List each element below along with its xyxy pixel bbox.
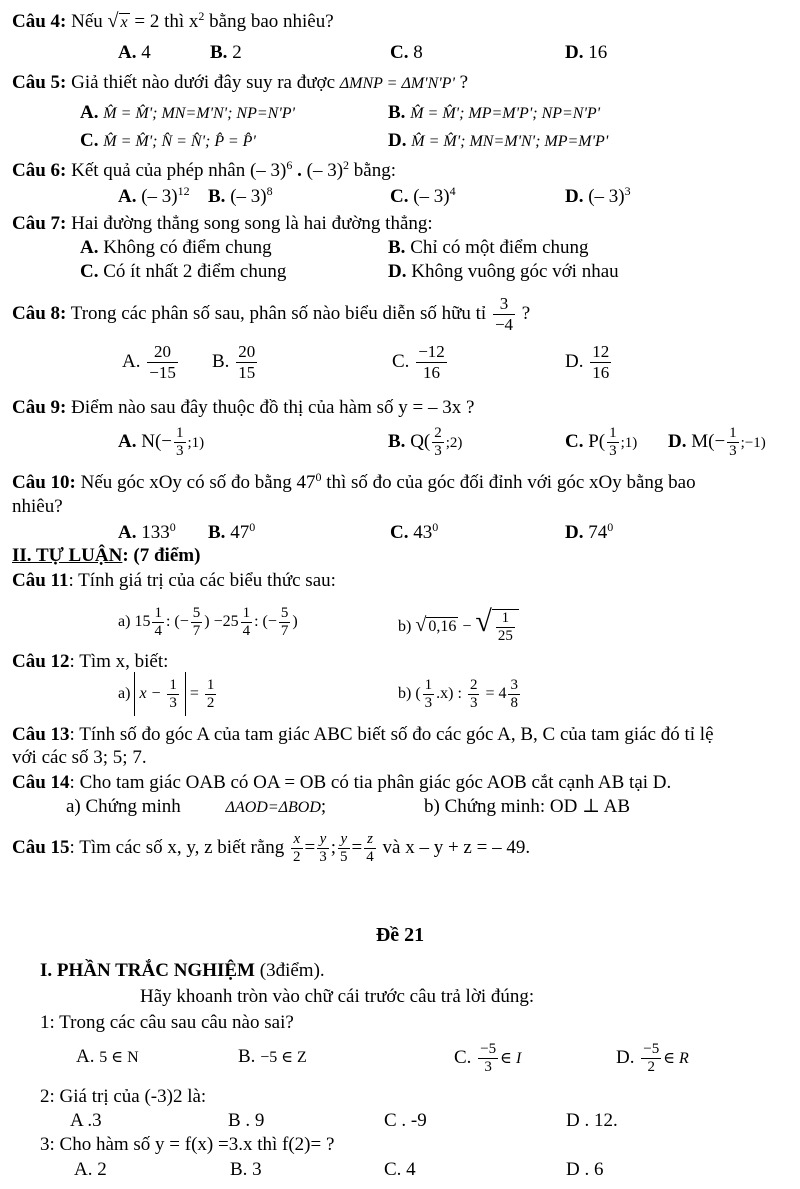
q14-line1 bbox=[12, 772, 671, 794]
opt-value: 2 bbox=[232, 42, 242, 63]
opt-value: −5 ∈ Z bbox=[260, 1049, 307, 1066]
q14-part-b bbox=[424, 796, 630, 818]
q6-opt-b[interactable] bbox=[208, 186, 273, 208]
opt-letter: B. bbox=[388, 431, 406, 452]
frac-den: 7 bbox=[280, 622, 289, 639]
q7-opt-c[interactable] bbox=[80, 261, 286, 283]
q4-sqrt-arg: x bbox=[120, 14, 128, 31]
frac-den: 15 bbox=[238, 363, 256, 383]
opt-post: ;−1) bbox=[740, 435, 766, 451]
opt-value: 74 bbox=[588, 522, 608, 543]
q5-math: ΔMNP = ΔM'N'P' bbox=[339, 75, 455, 92]
frac-num: 1 bbox=[729, 425, 737, 442]
q4-text-c: bằng bao nhiêu? bbox=[209, 11, 334, 32]
q4-text-b: = 2 thì x bbox=[134, 11, 199, 32]
q7-opt-d[interactable] bbox=[388, 261, 619, 283]
opt-fraction bbox=[727, 425, 739, 460]
n1-text: 1: Trong các câu sau câu nào sai? bbox=[40, 1012, 294, 1033]
q11-part-a bbox=[118, 602, 298, 642]
opt-value: M̂ = M̂'; MN=M'N'; NP=N'P' bbox=[103, 105, 295, 122]
opt-fraction bbox=[607, 425, 619, 460]
opt-value: ∈ R bbox=[663, 1050, 689, 1067]
q6-base1: (– 3) bbox=[249, 160, 287, 181]
q14-b-text: b) Chứng minh: OD ⊥ AB bbox=[424, 796, 631, 817]
frac-den: 2 bbox=[206, 694, 215, 711]
q4-opt-d[interactable] bbox=[565, 42, 607, 64]
q13-line1 bbox=[12, 724, 714, 746]
frac-num: 20 bbox=[238, 342, 256, 362]
frac-den: 4 bbox=[366, 849, 374, 866]
frac-den: 3 bbox=[609, 443, 617, 460]
sqrt-symbol: √ bbox=[107, 10, 119, 32]
q7-opt-a[interactable] bbox=[80, 237, 272, 259]
fraction bbox=[317, 831, 329, 866]
opt-pre: M(− bbox=[691, 431, 726, 452]
q4-opt-a[interactable] bbox=[118, 42, 151, 64]
opt-letter: A. bbox=[118, 186, 137, 207]
q5-text: Giả thiết nào dưới đây suy ra được bbox=[71, 72, 336, 93]
frac-num: z bbox=[364, 831, 376, 849]
frac-den: 4 bbox=[242, 622, 251, 639]
n3-text: 3: Cho hàm số y = f(x) =3.x thì f(2)= ? bbox=[40, 1134, 335, 1155]
frac-num: −5 bbox=[643, 1041, 660, 1058]
q10-opt-a[interactable] bbox=[118, 522, 176, 544]
opt-letter: D. bbox=[616, 1047, 635, 1068]
opt-value: 8 bbox=[413, 42, 423, 63]
opt-pre: P( bbox=[588, 431, 606, 452]
q7-text: Hai đường thẳng song song là hai đường thẳng: bbox=[71, 213, 433, 234]
n2-opt-a[interactable] bbox=[70, 1110, 102, 1132]
q7-opt-b[interactable] bbox=[388, 237, 589, 259]
q11-label: Câu 11 bbox=[12, 570, 69, 591]
q14-a-math: ΔAOD=ΔBOD bbox=[225, 799, 321, 816]
q11-part-b bbox=[398, 602, 519, 647]
part2-title: II. TỰ LUẬN bbox=[12, 545, 123, 566]
opt-fraction bbox=[174, 425, 186, 460]
frac-num: 1 bbox=[206, 676, 215, 693]
opt-value: M̂ = M̂'; MN=M'N'; MP=M'P' bbox=[411, 133, 609, 150]
opt-value: 43 bbox=[413, 522, 433, 543]
q15-stem: Câu 15: Tìm các số x, y, z biết rằng $\frac{x}{2}$ = $\frac{y}{3}$ ; $\frac{y}{5}$ = $\frac{z}{4}$ và x – y + z = – 49. bbox=[12, 831, 531, 866]
opt-letter: B. bbox=[388, 102, 406, 123]
part2-points: (7 điểm) bbox=[133, 545, 201, 566]
n1-stem bbox=[40, 1012, 294, 1034]
opt-value: D . 6 bbox=[566, 1159, 604, 1180]
q15-end: và x – y + z = – 49. bbox=[382, 837, 531, 858]
fraction bbox=[191, 605, 203, 640]
opt-letter: A. bbox=[80, 102, 99, 123]
opt-value: Không có điểm chung bbox=[103, 237, 272, 258]
q4-opt-b[interactable] bbox=[210, 42, 242, 64]
q10-opt-d[interactable] bbox=[565, 522, 613, 544]
sqrt-symbol: √ bbox=[415, 614, 427, 636]
opt-letter: C. bbox=[392, 351, 410, 372]
opt-deg: 0 bbox=[249, 520, 256, 534]
opt-letter: B. bbox=[388, 237, 406, 258]
expr: ) bbox=[292, 613, 298, 630]
opt-letter: A. bbox=[76, 1046, 95, 1067]
n2-opt-d[interactable] bbox=[566, 1110, 618, 1132]
frac-num: 1 bbox=[496, 610, 515, 628]
part2-heading: II. TỰ LUẬN: (7 điểm) bbox=[12, 545, 201, 566]
q12-label: Câu 12 bbox=[12, 651, 70, 672]
q5-opt-c[interactable] bbox=[80, 130, 256, 153]
q14-label: Câu 14 bbox=[12, 772, 70, 793]
opt-letter: A. bbox=[118, 42, 137, 63]
q8-opt-c[interactable] bbox=[392, 340, 449, 384]
opt-letter: D. bbox=[565, 351, 584, 372]
frac-num: 1 bbox=[242, 604, 251, 621]
frac-num: 1 bbox=[176, 425, 184, 442]
opt-fraction bbox=[236, 342, 257, 383]
n1-opt-b[interactable] bbox=[238, 1046, 307, 1069]
frac-den: 25 bbox=[497, 627, 513, 644]
exam-title bbox=[0, 924, 800, 946]
fraction bbox=[241, 605, 253, 640]
expr: = 4 bbox=[485, 685, 507, 702]
opt-value: ∈ I bbox=[500, 1050, 522, 1067]
expr: ) −25 bbox=[204, 613, 239, 630]
frac-num: 20 bbox=[147, 342, 178, 363]
q9-opt-c[interactable] bbox=[565, 422, 637, 463]
expr: : (− bbox=[254, 613, 277, 630]
frac-num: −12 bbox=[418, 342, 445, 362]
fraction bbox=[468, 677, 480, 712]
opt-value: D . 12. bbox=[566, 1110, 618, 1131]
frac-num: −5 bbox=[480, 1041, 497, 1058]
instruction-text: Hãy khoanh tròn vào chữ cái trước câu trả lời đúng: bbox=[140, 986, 535, 1007]
frac-den: 3 bbox=[434, 443, 442, 460]
part-label: a) bbox=[118, 685, 131, 702]
opt-post: ;1) bbox=[187, 435, 205, 451]
frac-num: 2 bbox=[469, 676, 478, 693]
expr: ( bbox=[415, 685, 421, 702]
q10-stem-2 bbox=[12, 496, 63, 518]
frac-num: 2 bbox=[434, 425, 442, 442]
q15-label: Câu 15 bbox=[12, 837, 70, 858]
opt-value: B . 9 bbox=[228, 1110, 265, 1131]
q8-label: Câu 8: bbox=[12, 303, 67, 324]
sqrt-arg: 0,16 bbox=[428, 618, 457, 635]
opt-letter: B. bbox=[238, 1046, 256, 1067]
q6-opt-d[interactable] bbox=[565, 186, 631, 208]
frac-den: 7 bbox=[192, 622, 201, 639]
n2-text: 2: Giá trị của (-3)2 là: bbox=[40, 1086, 207, 1107]
opt-value: C . -9 bbox=[384, 1110, 427, 1131]
q6-stem bbox=[12, 160, 396, 182]
abs-expr: x − bbox=[139, 685, 162, 703]
opt-letter: D. bbox=[388, 130, 407, 151]
opt-letter: D. bbox=[565, 42, 584, 63]
q6-exp1: 6 bbox=[286, 158, 293, 172]
opt-value: 133 bbox=[141, 522, 170, 543]
q8-num: 3 bbox=[493, 294, 515, 315]
opt-value: Có ít nhất 2 điểm chung bbox=[103, 261, 287, 282]
frac-den: 16 bbox=[592, 363, 610, 383]
part-label: b) bbox=[398, 618, 412, 635]
fraction bbox=[291, 831, 303, 866]
frac-num: y bbox=[338, 831, 350, 849]
q10-opt-b[interactable] bbox=[208, 522, 255, 544]
opt-letter: A. bbox=[80, 237, 99, 258]
opt-exp: 12 bbox=[177, 184, 190, 198]
q14-a-text: a) Chứng minh bbox=[66, 796, 181, 817]
opt-letter: D. bbox=[565, 186, 584, 207]
q6-exp2: 2 bbox=[343, 158, 350, 172]
expr: 15 bbox=[134, 613, 151, 630]
frac-den: −15 bbox=[149, 363, 176, 383]
part1-heading bbox=[40, 960, 325, 982]
opt-value: 5 ∈ N bbox=[99, 1049, 139, 1066]
opt-pre: Q( bbox=[410, 431, 431, 452]
opt-letter: B. bbox=[208, 522, 226, 543]
exam-title-text: Đề 21 bbox=[375, 924, 425, 946]
n2-stem bbox=[40, 1086, 206, 1108]
fraction bbox=[508, 677, 520, 712]
fraction bbox=[478, 1041, 498, 1076]
opt-letter: C. bbox=[80, 261, 99, 282]
q12-part-b bbox=[398, 672, 522, 716]
opt-value: 47 bbox=[230, 522, 250, 543]
q14-text: : Cho tam giác OAB có OA = OB có tia phân giác góc AOB cắt cạnh AB tại D. bbox=[69, 772, 672, 793]
frac-num: 1 bbox=[424, 676, 433, 693]
q15-text: : Tìm các số x, y, z biết rằng bbox=[69, 837, 285, 858]
q6-opt-c[interactable] bbox=[390, 186, 456, 208]
q4-opt-c[interactable] bbox=[390, 42, 423, 64]
q13-label: Câu 13 bbox=[12, 724, 70, 745]
frac-den: 3 bbox=[424, 694, 433, 711]
opt-letter: D. bbox=[388, 261, 407, 282]
n1-opt-d[interactable] bbox=[616, 1036, 689, 1081]
frac-num: 1 bbox=[609, 425, 617, 442]
n1-opt-c[interactable] bbox=[454, 1036, 521, 1081]
minus: − bbox=[462, 618, 472, 635]
q5-end: ? bbox=[459, 72, 469, 93]
opt-value: B. 3 bbox=[230, 1159, 262, 1180]
opt-pre: N(− bbox=[141, 431, 172, 452]
q7-label: Câu 7: bbox=[12, 213, 67, 234]
frac-den: 3 bbox=[319, 849, 327, 866]
q4-label: Câu 4: bbox=[12, 11, 67, 32]
opt-letter: C. bbox=[390, 42, 409, 63]
q10-opt-c[interactable] bbox=[390, 522, 438, 544]
q10-text-b: thì số đo của góc đối đỉnh với góc xOy bằng bao bbox=[326, 472, 696, 493]
q9-opt-a[interactable] bbox=[118, 422, 204, 463]
expr: .x) : bbox=[436, 685, 462, 702]
q8-fraction bbox=[493, 294, 515, 335]
opt-letter: B. bbox=[210, 42, 228, 63]
opt-letter: C. bbox=[80, 130, 99, 151]
frac-den: 16 bbox=[422, 363, 440, 383]
opt-deg: 0 bbox=[432, 520, 439, 534]
q12-stem bbox=[12, 651, 168, 673]
q6-base2: (– 3) bbox=[306, 160, 344, 181]
q9-stem bbox=[12, 397, 474, 419]
n3-opt-c[interactable] bbox=[384, 1159, 416, 1181]
opt-value: (– 3) bbox=[588, 186, 625, 207]
part-label: b) bbox=[398, 685, 412, 702]
opt-letter: A. bbox=[122, 351, 141, 372]
q5-opt-a[interactable] bbox=[80, 102, 295, 125]
opt-post: ;1) bbox=[620, 435, 638, 451]
fraction bbox=[496, 610, 515, 645]
q10-text-a: Nếu góc xOy có số đo bằng 47 bbox=[80, 472, 316, 493]
q12-text: : Tìm x, biết: bbox=[69, 651, 169, 672]
absolute-value bbox=[134, 672, 185, 716]
opt-value: 16 bbox=[588, 42, 608, 63]
frac-num: 5 bbox=[192, 604, 201, 621]
q11-stem bbox=[12, 570, 336, 592]
opt-value: (– 3) bbox=[413, 186, 450, 207]
fraction bbox=[338, 831, 350, 866]
fraction bbox=[364, 831, 376, 866]
frac-num: x bbox=[291, 831, 303, 849]
frac-den: 3 bbox=[176, 443, 184, 460]
frac-den: 8 bbox=[510, 694, 518, 711]
opt-letter: C. bbox=[390, 522, 409, 543]
q10-text-c: nhiêu? bbox=[12, 496, 63, 517]
q5-opt-b[interactable] bbox=[388, 102, 600, 125]
q8-den: −4 bbox=[494, 315, 514, 335]
n1-opt-a[interactable] bbox=[76, 1046, 139, 1069]
q13-line2 bbox=[12, 747, 147, 769]
opt-exp: 4 bbox=[449, 184, 456, 198]
expr: : (− bbox=[165, 613, 189, 630]
frac-den: 3 bbox=[729, 443, 737, 460]
q14-a-sep: ; bbox=[320, 796, 327, 817]
n3-stem bbox=[40, 1134, 334, 1156]
frac-den: 3 bbox=[469, 694, 478, 711]
q6-text-a: Kết quả của phép nhân bbox=[71, 160, 246, 181]
q9-opt-d[interactable] bbox=[668, 422, 766, 463]
opt-value: Chỉ có một điểm chung bbox=[410, 237, 589, 258]
q4-exp: 2 bbox=[198, 9, 205, 23]
fraction bbox=[152, 605, 164, 640]
opt-letter: C. bbox=[565, 431, 584, 452]
q5-label: Câu 5: bbox=[12, 72, 67, 93]
part-label: a) bbox=[118, 613, 131, 630]
opt-value: A. 2 bbox=[74, 1159, 107, 1180]
fraction bbox=[279, 605, 291, 640]
q10-deg: 0 bbox=[315, 470, 322, 484]
q11-text: : Tính giá trị của các biểu thức sau: bbox=[68, 570, 336, 591]
q8-opt-b[interactable] bbox=[212, 340, 259, 384]
q8-text: Trong các phân số sau, phân số nào biểu diễn số hữu tỉ bbox=[70, 303, 487, 324]
part1-instruction bbox=[140, 986, 534, 1008]
frac-den: 2 bbox=[647, 1059, 655, 1076]
sep: ; bbox=[330, 837, 337, 858]
opt-value: M̂ = M̂'; MP=M'P'; NP=N'P' bbox=[410, 105, 601, 122]
frac-num: 5 bbox=[280, 604, 289, 621]
opt-value: (– 3) bbox=[230, 186, 267, 207]
opt-post: ;2) bbox=[445, 435, 463, 451]
fraction bbox=[423, 677, 435, 712]
opt-letter: B. bbox=[212, 351, 230, 372]
opt-exp: 8 bbox=[266, 184, 273, 198]
opt-exp: 3 bbox=[624, 184, 631, 198]
opt-value: C. 4 bbox=[384, 1159, 416, 1180]
frac-den: 2 bbox=[293, 849, 301, 866]
fraction bbox=[205, 677, 217, 712]
opt-letter: A. bbox=[118, 431, 137, 452]
q10-label: Câu 10: bbox=[12, 472, 76, 493]
opt-letter: B. bbox=[208, 186, 226, 207]
frac-num: 1 bbox=[169, 677, 177, 694]
equals: = bbox=[189, 685, 199, 702]
q4-text-a: Nếu bbox=[71, 11, 103, 32]
opt-fraction bbox=[416, 342, 447, 383]
opt-letter: C. bbox=[390, 186, 409, 207]
fraction bbox=[167, 677, 179, 712]
q5-stem bbox=[12, 72, 468, 95]
frac-den: 4 bbox=[154, 622, 162, 639]
n2-opt-b[interactable] bbox=[228, 1110, 264, 1132]
opt-value: A .3 bbox=[70, 1110, 102, 1131]
q14-part-a bbox=[66, 796, 326, 819]
opt-value: (– 3) bbox=[141, 186, 178, 207]
part1-title: I. PHẦN TRẮC NGHIỆM bbox=[40, 960, 255, 981]
opt-value: 4 bbox=[141, 42, 151, 63]
q13-text-2: với các số 3; 5; 7. bbox=[12, 747, 147, 768]
opt-letter: D. bbox=[565, 522, 584, 543]
fraction bbox=[641, 1041, 661, 1076]
q4-stem bbox=[12, 10, 334, 33]
n3-opt-d[interactable] bbox=[566, 1159, 603, 1181]
q6-opt-a[interactable] bbox=[118, 186, 190, 208]
opt-letter: D. bbox=[668, 431, 687, 452]
n2-opt-c[interactable] bbox=[384, 1110, 427, 1132]
q13-text: : Tính số đo góc A của tam giác ABC biết số đo các góc A, B, C của tam giác đó tỉ lệ bbox=[69, 724, 714, 745]
q6-text-b: bằng: bbox=[353, 160, 397, 181]
opt-fraction bbox=[147, 342, 178, 383]
q8-end: ? bbox=[521, 303, 531, 324]
q5-opt-d[interactable] bbox=[388, 130, 608, 153]
q9-opt-b[interactable] bbox=[388, 422, 462, 463]
q12-part-a bbox=[118, 672, 218, 716]
frac-den: 3 bbox=[169, 695, 177, 712]
q10-stem bbox=[12, 472, 696, 494]
frac-num: y bbox=[317, 831, 329, 849]
q8-opt-d[interactable] bbox=[565, 340, 613, 384]
q9-text: Điểm nào sau đây thuộc đồ thị của hàm số y = – 3x ? bbox=[71, 397, 475, 418]
opt-value: M̂ = M̂'; N̂ = N̂'; P̂ = P̂' bbox=[103, 133, 256, 150]
q8-stem bbox=[12, 294, 530, 335]
q8-opt-a[interactable] bbox=[122, 340, 180, 384]
frac-num: 3 bbox=[510, 676, 518, 693]
opt-fraction bbox=[590, 342, 611, 383]
opt-deg: 0 bbox=[607, 520, 614, 534]
q9-label: Câu 9: bbox=[12, 397, 67, 418]
opt-deg: 0 bbox=[169, 520, 176, 534]
opt-letter: A. bbox=[118, 522, 137, 543]
q7-stem bbox=[12, 213, 433, 235]
frac-num: 1 bbox=[154, 604, 162, 621]
q6-label: Câu 6: bbox=[12, 160, 67, 181]
q6-dot: . bbox=[297, 160, 302, 181]
opt-fraction bbox=[432, 425, 444, 460]
opt-letter: C. bbox=[454, 1047, 472, 1068]
frac-den: 3 bbox=[484, 1059, 492, 1076]
frac-num: 12 bbox=[592, 342, 610, 362]
part1-points: (3điểm). bbox=[259, 960, 325, 981]
frac-den: 5 bbox=[340, 849, 348, 866]
opt-value: Không vuông góc với nhau bbox=[411, 261, 619, 282]
n3-opt-b[interactable] bbox=[230, 1159, 262, 1181]
n3-opt-a[interactable] bbox=[74, 1159, 107, 1181]
sqrt-symbol: √ bbox=[475, 605, 492, 638]
